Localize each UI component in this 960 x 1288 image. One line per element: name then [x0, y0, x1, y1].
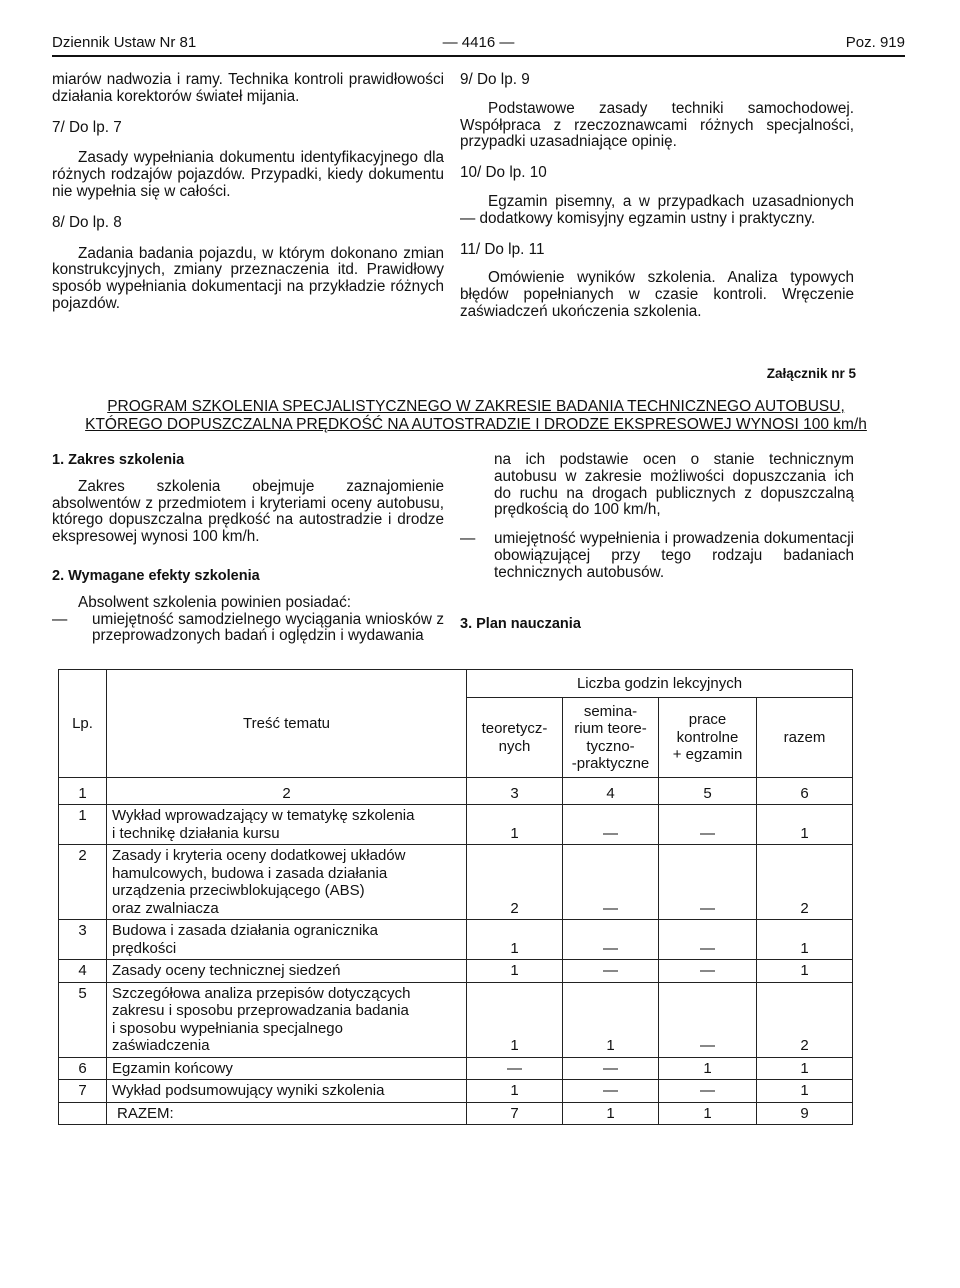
col-practice-header: prace kontrolne + egzamin — [659, 698, 757, 778]
row-practice-hours: — — [659, 845, 757, 920]
row-practice-hours: — — [659, 920, 757, 960]
item-text-7: Zasady wypełniania dokumentu identyfikacyjnego dla różnych rodzajów pojazdów. Przypadki, kiedy dokumentu nie wypełnia się w całości. — [52, 149, 444, 200]
plan-table-body — [59, 778, 853, 1125]
table-row — [59, 960, 853, 983]
table-row — [59, 982, 853, 1057]
plan-table — [58, 669, 853, 1125]
column-number: 4 — [563, 778, 659, 805]
row-topic: Zasady i kryteria oceny dodatkowej układów hamulcowych, budowa i zasada działania urządzenia przeciwblokującego (ABS) oraz zwalniacza — [107, 845, 467, 920]
total-row — [59, 1102, 853, 1125]
row-topic: Egzamin końcowy — [107, 1057, 467, 1080]
item-label-11: 11/ Do lp. 11 — [460, 240, 545, 258]
bullet-1-continued — [460, 452, 854, 519]
row-total-hours: 1 — [757, 1057, 853, 1080]
item-text-11: Omówienie wyników szkolenia. Analiza typowych błędów popełnianych w czasie kontroli. Wręczenie zaświadczeń ukończenia szkolenia. — [460, 269, 854, 320]
row-total-hours: 2 — [757, 982, 853, 1057]
row-total-hours: 1 — [757, 1080, 853, 1103]
journal-title: Dziennik Ustaw Nr 81 — [52, 34, 197, 51]
continued-text: miarów nadwozia i ramy. Technika kontroli prawidłowości działania korektorów świateł mijania. — [52, 71, 444, 105]
row-topic: Wykład podsumowujący wyniki szkolenia — [107, 1080, 467, 1103]
row-theory-hours: 1 — [467, 920, 563, 960]
item-label-9: 9/ Do lp. 9 — [460, 71, 530, 88]
col-lp-header: Lp. — [59, 670, 107, 778]
item-label-7: 7/ Do lp. 7 — [52, 118, 122, 136]
bullet-1-cont-text: na ich podstawie ocen o stanie technicznym autobusu w zakresie możliwości dopuszczania ich do ruchu na drogach publicznych z dopuszczalną prędkością do 100 km/h, — [494, 451, 854, 519]
total-row-label: RAZEM: — [107, 1102, 467, 1125]
section-1-heading: 1. Zakres szkolenia — [52, 452, 185, 468]
row-number: 6 — [59, 1057, 107, 1080]
column-number: 6 — [757, 778, 853, 805]
lower-right-column — [460, 452, 854, 632]
lower-left-column — [52, 452, 444, 645]
row-topic: Budowa i zasada działania ogranicznika prędkości — [107, 920, 467, 960]
left-column — [52, 72, 444, 313]
row-total-hours: 1 — [757, 960, 853, 983]
row-theory-hours: 1 — [467, 960, 563, 983]
row-total-hours: 1 — [757, 805, 853, 845]
row-practice-hours: — — [659, 982, 757, 1057]
item-text-10: Egzamin pisemny, a w przypadkach uzasadnionych — dodatkowy komisyjny egzamin ustny i praktyczny. — [460, 192, 854, 227]
bullet-1 — [52, 612, 444, 646]
bullet-2-text: umiejętność wypełnienia i prowadzenia dokumentacji obowiązującej przy tego rodzaju badaniach technicznych autobusów. — [494, 530, 854, 581]
column-number-row — [59, 778, 853, 805]
row-seminar-hours: — — [563, 1057, 659, 1080]
row-practice-hours: — — [659, 1080, 757, 1103]
row-topic: Szczegółowa analiza przepisów dotyczących zakresu i sposobu przeprowadzania badania i sposobu wypełniania specjalnego zaświadczenia — [107, 982, 467, 1057]
program-title-line-1: PROGRAM SZKOLENIA SPECJALISTYCZNEGO W ZAKRESIE BADANIA TECHNICZNEGO AUTOBUSU, — [107, 398, 845, 415]
bullet-2 — [460, 531, 854, 581]
section-3-heading: 3. Plan nauczania — [460, 615, 581, 632]
table-row — [59, 1080, 853, 1103]
column-number: 5 — [659, 778, 757, 805]
total-practice-hours: 1 — [659, 1102, 757, 1125]
page-number: — 4416 — — [442, 34, 515, 51]
annex-label: Załącznik nr 5 — [766, 366, 856, 381]
item-label-10: 10/ Do lp. 10 — [460, 164, 547, 182]
row-seminar-hours: — — [563, 1080, 659, 1103]
total-row-empty — [59, 1102, 107, 1125]
section-2-heading: 2. Wymagane efekty szkolenia — [52, 567, 260, 584]
row-number: 1 — [59, 805, 107, 845]
row-theory-hours: 1 — [467, 982, 563, 1057]
program-title — [40, 398, 912, 434]
table-row — [59, 920, 853, 960]
row-practice-hours: — — [659, 805, 757, 845]
row-number: 3 — [59, 920, 107, 960]
table-row — [59, 1057, 853, 1080]
position-number: Poz. 919 — [845, 34, 905, 51]
table-row — [59, 845, 853, 920]
bullet-dash: — — [52, 610, 68, 628]
row-seminar-hours: — — [563, 960, 659, 983]
row-practice-hours: — — [659, 960, 757, 983]
row-theory-hours: 1 — [467, 1080, 563, 1103]
page-header — [52, 34, 905, 56]
row-seminar-hours: — — [563, 845, 659, 920]
row-number: 2 — [59, 845, 107, 920]
row-topic: Wykład wprowadzający w tematykę szkolenia i technikę działania kursu — [107, 805, 467, 845]
row-topic: Zasady oceny technicznej siedzeń — [107, 960, 467, 983]
item-label-8: 8/ Do lp. 8 — [52, 213, 122, 231]
section-2-intro: Absolwent szkolenia powinien posiadać: — [78, 593, 351, 611]
row-seminar-hours: 1 — [563, 982, 659, 1057]
item-text-8: Zadania badania pojazdu, w którym dokonano zmian konstrukcyjnych, zmiany przeznaczenia itd. Prawidłowy sposób wypełniania dokumentacji na przykładzie różnych pojazdów. — [52, 244, 444, 312]
row-total-hours: 1 — [757, 920, 853, 960]
column-number: 1 — [59, 778, 107, 805]
total-hours: 9 — [757, 1102, 853, 1125]
col-theory-header: teoretycz- nych — [467, 698, 563, 778]
column-number: 2 — [107, 778, 467, 805]
row-theory-hours: 2 — [467, 845, 563, 920]
column-number: 3 — [467, 778, 563, 805]
col-topic-header: Treść tematu — [107, 670, 467, 778]
hours-group-header: Liczba godzin lekcyjnych — [467, 670, 853, 698]
row-theory-hours: 1 — [467, 805, 563, 845]
row-number: 5 — [59, 982, 107, 1057]
row-number: 7 — [59, 1080, 107, 1103]
section-1-text: Zakres szkolenia obejmuje zaznajomienie absolwentów z przedmiotem i kryteriami oceny autobusu, którego dopuszczalna prędkość na autostradzie i drodze ekspresowej wynosi 100 km/h. — [52, 477, 444, 546]
header-rule — [52, 55, 905, 57]
row-practice-hours: 1 — [659, 1057, 757, 1080]
col-total-header: razem — [757, 698, 853, 778]
bullet-dash: — — [460, 530, 476, 548]
program-title-line-2: KTÓREGO DOPUSZCZALNA PRĘDKOŚĆ NA AUTOSTRADZIE I DRODZE EKSPRESOWEJ WYNOSI 100 km/h — [85, 416, 867, 433]
table-row — [59, 805, 853, 845]
row-seminar-hours: — — [563, 920, 659, 960]
total-seminar-hours: 1 — [563, 1102, 659, 1125]
total-theory-hours: 7 — [467, 1102, 563, 1125]
item-text-9: Podstawowe zasady techniki samochodowej. Współpraca z rzeczoznawcami różnych specjalności, przypadki uzasadniające opinię. — [460, 99, 854, 151]
row-number: 4 — [59, 960, 107, 983]
bullet-1-text: umiejętność samodzielnego wyciągania wniosków z przeprowadzonych badań i oględzin i wydawania — [92, 610, 444, 645]
row-seminar-hours: — — [563, 805, 659, 845]
right-column — [460, 72, 854, 321]
row-theory-hours: — — [467, 1057, 563, 1080]
row-total-hours: 2 — [757, 845, 853, 920]
col-seminar-header: semina- rium teore- tyczno- -praktyczne — [563, 698, 659, 778]
